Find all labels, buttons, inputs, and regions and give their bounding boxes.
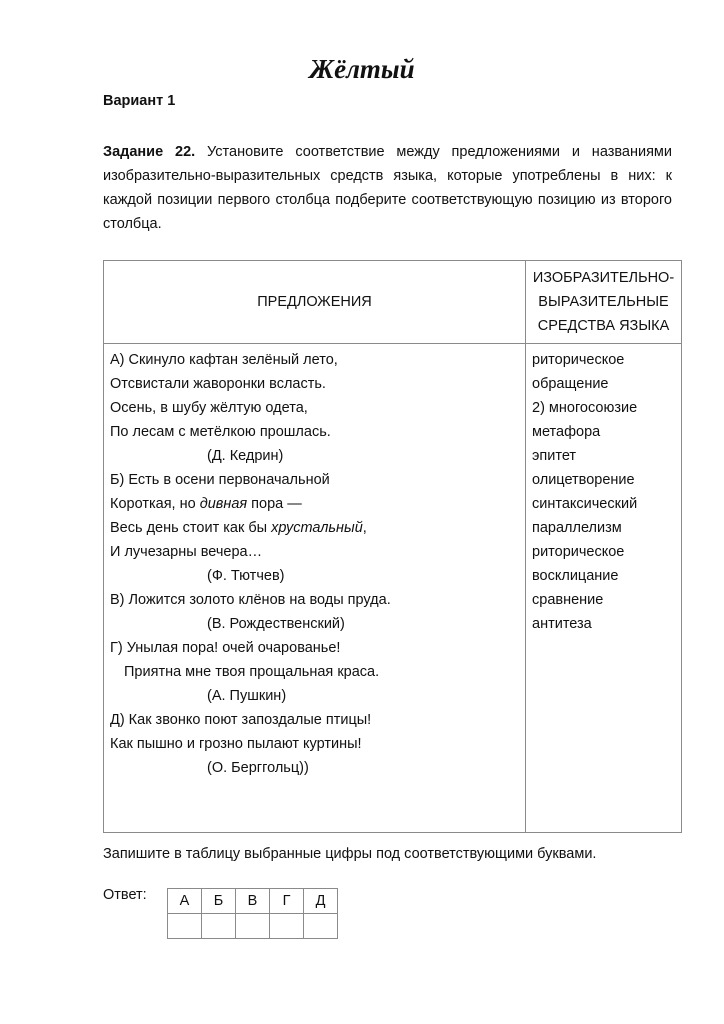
italic-word: дивная (199, 496, 248, 512)
task-statement (103, 140, 672, 236)
table-header-row (104, 261, 682, 344)
answer-cell-g[interactable] (270, 914, 304, 939)
poem-line: В) Ложится золото клёнов на воды пруда. (110, 592, 391, 608)
poem-line: Б) Есть в осени первоначальной (110, 472, 330, 488)
header-devices-line: ИЗОБРАЗИТЕЛЬНО- (532, 270, 675, 286)
answer-values-row (168, 914, 338, 939)
poem-author: (А. Пушкин) (207, 688, 287, 704)
italic-word: хрустальный (271, 520, 363, 536)
answer-cell-b[interactable] (202, 914, 236, 939)
answer-letter: А (168, 889, 202, 914)
poem-line: По лесам с метёлкою прошлась. (110, 424, 331, 440)
answer-cell-a[interactable] (168, 914, 202, 939)
device-item: параллелизм (532, 520, 622, 536)
devices-cell (526, 344, 682, 833)
poem-author: (О. Берггольц)) (207, 760, 309, 776)
sentence-g (110, 636, 519, 708)
poem-line (110, 516, 519, 540)
answer-letters-row (168, 889, 338, 914)
answer-instruction: Запишите в таблицу выбранные цифры под соответствующими буквами. (103, 846, 597, 862)
answer-cell-v[interactable] (236, 914, 270, 939)
poem-line: Г) Унылая пора! очей очарованье! (110, 640, 341, 656)
poem-line (110, 492, 519, 516)
answer-letter: Г (270, 889, 304, 914)
matching-table (103, 260, 682, 833)
header-devices-line: ВЫРАЗИТЕЛЬНЫЕ (538, 294, 669, 310)
task-text: Установите соответствие между предложениями и названиями изобразительно-выразительных средств языка, которые употреблены в них: к каждой позиции первого столбца подберите соответствующую позицию из второго столбца. (103, 144, 672, 232)
answer-letter: Д (304, 889, 338, 914)
device-item: риторическое (532, 352, 625, 368)
answer-cell-d[interactable] (304, 914, 338, 939)
device-item: эпитет (532, 448, 577, 464)
device-item: восклицание (532, 568, 619, 584)
poem-line: И лучезарны вечера… (110, 544, 263, 560)
device-item: 2) многосоюзие (532, 400, 638, 416)
sentence-b (110, 468, 519, 588)
poem-author: (Ф. Тютчев) (207, 568, 285, 584)
sentence-v (110, 588, 519, 636)
sentence-d (110, 708, 519, 780)
device-item: антитеза (532, 616, 592, 632)
poem-line: Отсвистали жаворонки всласть. (110, 376, 326, 392)
device-item: риторическое (532, 544, 625, 560)
poem-line: Приятна мне твоя прощальная краса. (124, 664, 380, 680)
header-devices-line: СРЕДСТВА ЯЗЫКА (537, 318, 670, 334)
text-run: Короткая, но (110, 496, 200, 512)
poem-line: А) Скинуло кафтан зелёный лето, (110, 352, 338, 368)
answer-label: Ответ: (103, 887, 147, 903)
task-label: Задание 22. (103, 144, 196, 160)
device-item: сравнение (532, 592, 604, 608)
text-run: , (362, 520, 367, 536)
text-run: Весь день стоит как бы (110, 520, 272, 536)
poem-author: (Д. Кедрин) (207, 448, 284, 464)
document-title: Жёлтый (309, 54, 415, 84)
sentences-cell (104, 344, 526, 833)
device-item: олицетворение (532, 472, 635, 488)
sentence-a (110, 348, 519, 468)
answer-table (167, 888, 338, 939)
answer-letter: Б (202, 889, 236, 914)
answer-letter: В (236, 889, 270, 914)
device-item: метафора (532, 424, 601, 440)
header-sentences: ПРЕДЛОЖЕНИЯ (104, 261, 526, 344)
table-body-row (104, 344, 682, 833)
poem-line: Д) Как звонко поют запоздалые птицы! (110, 712, 372, 728)
text-run: пора — (247, 496, 302, 512)
poem-line: Как пышно и грозно пылают куртины! (110, 736, 362, 752)
header-devices (526, 261, 682, 344)
poem-author: (В. Рождественский) (207, 616, 345, 632)
device-item: обращение (532, 376, 609, 392)
variant-heading: Вариант 1 (103, 93, 176, 109)
device-item: синтаксический (532, 496, 638, 512)
poem-line: Осень, в шубу жёлтую одета, (110, 400, 308, 416)
